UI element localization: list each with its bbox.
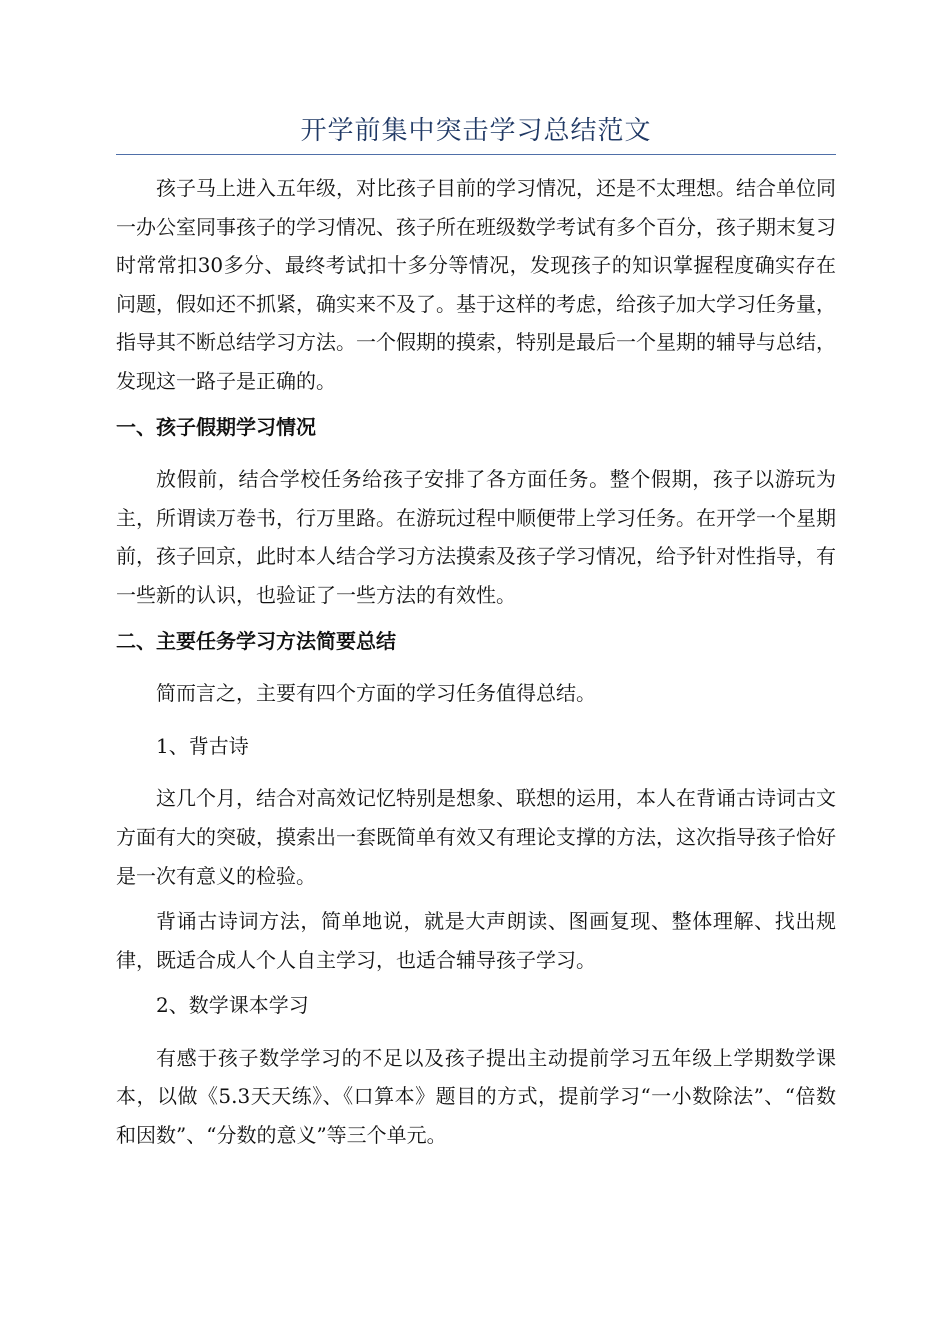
item2-paragraph-1: 有感于孩子数学学习的不足以及孩子提出主动提前学习五年级上学期数学课本，以做《5.3天天练》、《口算本》题目的方式，提前学习“一小数除法”、“倍数和因数”、“分数的意义”等三个单元。	[116, 1045, 836, 1148]
section1-heading: 一、孩子假期学习情况	[116, 414, 316, 439]
section2-heading: 二、主要任务学习方法简要总结	[116, 628, 396, 653]
title-underline	[116, 154, 836, 155]
document-title: 开学前集中突击学习总结范文	[300, 116, 652, 146]
section2-summary: 简而言之，主要有四个方面的学习任务值得总结。	[156, 681, 596, 706]
item1-paragraph-2: 背诵古诗词方法，简单地说，就是大声朗读、图画复现、整体理解、找出规律，既适合成人个人自主学习，也适合辅导孩子学习。	[116, 909, 836, 972]
item1-paragraph-1: 这几个月，结合对高效记忆特别是想象、联想的运用，本人在背诵古诗词古文方面有大的突破，摸索出一套既简单有效又有理论支撑的方法，这次指导孩子恰好是一次有意义的检验。	[116, 786, 836, 888]
section1-paragraph: 放假前，结合学校任务给孩子安排了各方面任务。整个假期，孩子以游玩为主，所谓读万卷书，行万里路。在游玩过程中顺便带上学习任务。在开学一个星期前，孩子回京，此时本人结合学习方法摸索及孩子学习情况，给予针对性指导，有一些新的认识，也验证了一些方法的有效性。	[116, 467, 836, 607]
item2-heading: 2、数学课本学习	[156, 993, 309, 1018]
item1-heading: 1、背古诗	[156, 733, 249, 758]
document-page	[116, 112, 836, 1162]
intro-paragraph: 孩子马上进入五年级，对比孩子目前的学习情况，还是不太理想。结合单位同一办公室同事孩子的学习情况、孩子所在班级数学考试有多个百分，孩子期末复习时常常扣30多分、最终考试扣十多分等情况，发现孩子的知识掌握程度确实存在问题，假如还不抓紧，确实来不及了。基于这样的考虑，给孩子加大学习任务量，指导其不断总结学习方法。一个假期的摸索，特别是最后一个星期的辅导与总结，发现这一路子是正确的。	[116, 176, 836, 393]
